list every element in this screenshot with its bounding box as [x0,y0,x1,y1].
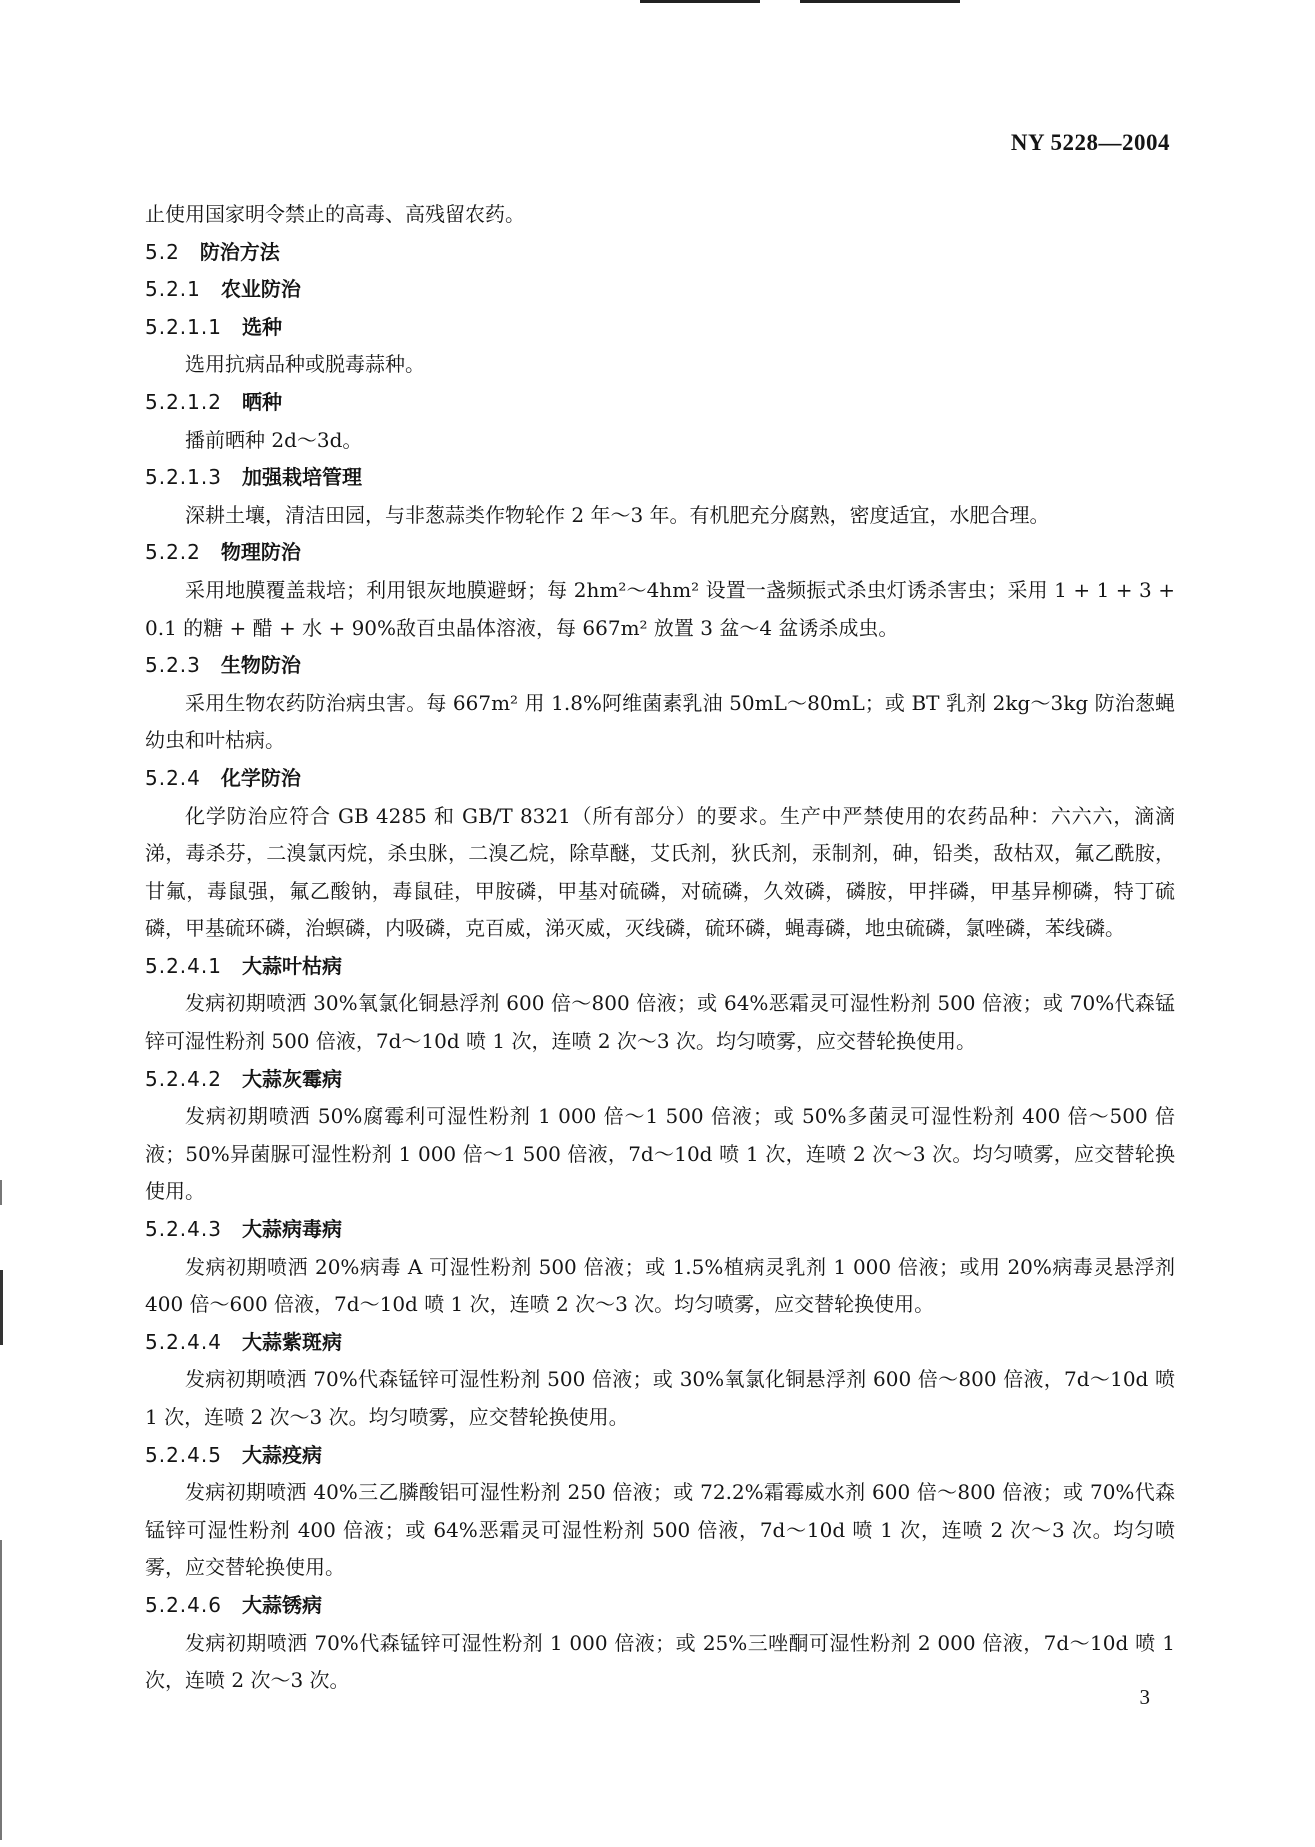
page-number: 3 [1139,1685,1150,1709]
section-title: 加强栽培管理 [241,465,362,490]
section-paragraph: 采用地膜覆盖栽培；利用银灰地膜避蚜；每 2hm²～4hm² 设置一盏频振式杀虫灯诱杀害虫；采用 1 + 1 + 3 + 0.1 的糖 + 醋 + 水 + 90%敌百虫晶体溶液，每 667m² 放置 3 盆～4 盆诱杀成虫。 [145,577,1175,640]
section-heading-5-2-4-4 [145,1324,1175,1362]
section-heading-5-2-4-2 [145,1061,1175,1099]
section-number: 5.2.1.3 [145,465,222,490]
section-title: 防治方法 [199,239,280,264]
section-heading-5-2-4-1 [145,948,1175,986]
section-title: 晒种 [241,389,282,414]
section-title: 化学防治 [220,765,301,790]
section-heading-5-2-1-1 [145,309,1175,347]
section-title: 物理防治 [220,540,301,565]
section-number: 5.2.4.2 [145,1066,222,1091]
section-number: 5.2.1 [145,277,201,302]
section-heading-5-2-1-2 [145,384,1175,422]
section-title: 大蒜锈病 [241,1592,322,1617]
scan-edge-mark [0,1270,3,1345]
section-title: 生物防治 [220,653,301,678]
section-heading-5-2-4-5 [145,1437,1175,1475]
section-paragraph: 发病初期喷洒 20%病毒 A 可湿性粉剂 500 倍液；或 1.5%植病灵乳剂 1 000 倍液；或用 20%病毒灵悬浮剂 400 倍～600 倍液，7d～10d 喷 1 次，连喷 2 次～3 次。均匀喷雾，应交替轮换使用。 [145,1254,1175,1317]
section-heading-5-2-4-3 [145,1211,1175,1249]
section-heading-5-2 [145,234,1175,272]
section-number: 5.2.4 [145,765,201,790]
section-paragraph: 采用生物农药防治病虫害。每 667m² 用 1.8%阿维菌素乳油 50mL～80mL；或 BT 乳剂 2kg～3kg 防治葱蝇幼虫和叶枯病。 [145,690,1175,753]
intro-paragraph: 止使用国家明令禁止的高毒、高残留农药。 [145,202,525,226]
section-heading-5-2-4-6 [145,1587,1175,1625]
section-title: 选种 [241,314,282,339]
section-paragraph: 发病初期喷洒 40%三乙膦酸铝可湿性粉剂 250 倍液；或 72.2%霜霉威水剂 600 倍～800 倍液；或 70%代森锰锌可湿性粉剂 400 倍液；或 64%恶霜灵可湿性粉剂 500 倍液，7d～10d 喷 1 次，连喷 2 次～3 次。均匀喷雾，应交替轮换使用。 [145,1480,1175,1580]
section-number: 5.2.4.3 [145,1217,222,1242]
standard-code: NY 5228—2004 [1010,130,1170,155]
section-number: 5.2.4.6 [145,1592,222,1617]
section-number: 5.2 [145,239,180,264]
section-number: 5.2.4.1 [145,953,222,978]
section-title: 大蒜紫斑病 [241,1329,342,1354]
section-paragraph: 发病初期喷洒 70%代森锰锌可湿性粉剂 500 倍液；或 30%氧氯化铜悬浮剂 600 倍～800 倍液，7d～10d 喷 1 次，连喷 2 次～3 次。均匀喷雾，应交替轮换使用。 [145,1367,1175,1429]
section-number: 5.2.1.2 [145,389,222,414]
section-title: 大蒜灰霉病 [241,1066,342,1091]
section-heading-5-2-1 [145,271,1175,309]
scan-edge-dot [0,1180,2,1205]
section-title: 大蒜病毒病 [241,1217,342,1242]
section-number: 5.2.2 [145,540,201,565]
section-title: 农业防治 [220,277,301,302]
section-number: 5.2.4.4 [145,1329,222,1354]
section-number: 5.2.4.5 [145,1442,222,1467]
section-heading-5-2-4 [145,760,1175,798]
top-rule-left [640,0,760,3]
section-paragraph: 发病初期喷洒 50%腐霉利可湿性粉剂 1 000 倍～1 500 倍液；或 50%多菌灵可湿性粉剂 400 倍～500 倍液；50%异菌脲可湿性粉剂 1 000 倍～1 500 倍液，7d～10d 喷 1 次，连喷 2 次～3 次。均匀喷雾，应交替轮换使用。 [145,1104,1175,1204]
section-paragraph: 发病初期喷洒 70%代森锰锌可湿性粉剂 1 000 倍液；或 25%三唑酮可湿性粉剂 2 000 倍液，7d～10d 喷 1 次，连喷 2 次～3 次。 [145,1630,1175,1693]
section-paragraph: 播前晒种 2d～3d。 [185,427,363,452]
section-paragraph: 化学防治应符合 GB 4285 和 GB/T 8321（所有部分）的要求。生产中严禁使用的农药品种：六六六，滴滴涕，毒杀芬，二溴氯丙烷，杀虫脒，二溴乙烷，除草醚，艾氏剂，狄氏剂，汞制剂，砷，铅类，敌枯双，氟乙酰胺，甘氟，毒鼠强，氟乙酸钠，毒鼠硅，甲胺磷，甲基对硫磷，对硫磷，久效磷，磷胺，甲拌磷，甲基异柳磷，特丁硫磷，甲基硫环磷，治螟磷，内吸磷，克百威，涕灭威，灭线磷，硫环磷，蝇毒磷，地虫硫磷，氯唑磷，苯线磷。 [145,803,1175,941]
document-body [145,196,1175,1700]
section-heading-5-2-3 [145,647,1175,685]
section-number: 5.2.3 [145,653,201,678]
section-heading-5-2-1-3 [145,459,1175,497]
section-paragraph: 深耕土壤，清洁田园，与非葱蒜类作物轮作 2 年～3 年。有机肥充分腐熟，密度适宜，水肥合理。 [185,502,1050,527]
top-rule-right [800,0,960,3]
scan-edge-dot [0,1540,2,1840]
section-paragraph: 选用抗病品种或脱毒蒜种。 [185,352,425,377]
section-title: 大蒜疫病 [241,1442,322,1467]
section-title: 大蒜叶枯病 [241,953,342,978]
section-heading-5-2-2 [145,534,1175,572]
section-number: 5.2.1.1 [145,314,222,339]
section-paragraph: 发病初期喷洒 30%氧氯化铜悬浮剂 600 倍～800 倍液；或 64%恶霜灵可湿性粉剂 500 倍液；或 70%代森锰锌可湿性粉剂 500 倍液，7d～10d 喷 1 次，连喷 2 次～3 次。均匀喷雾，应交替轮换使用。 [145,991,1175,1054]
